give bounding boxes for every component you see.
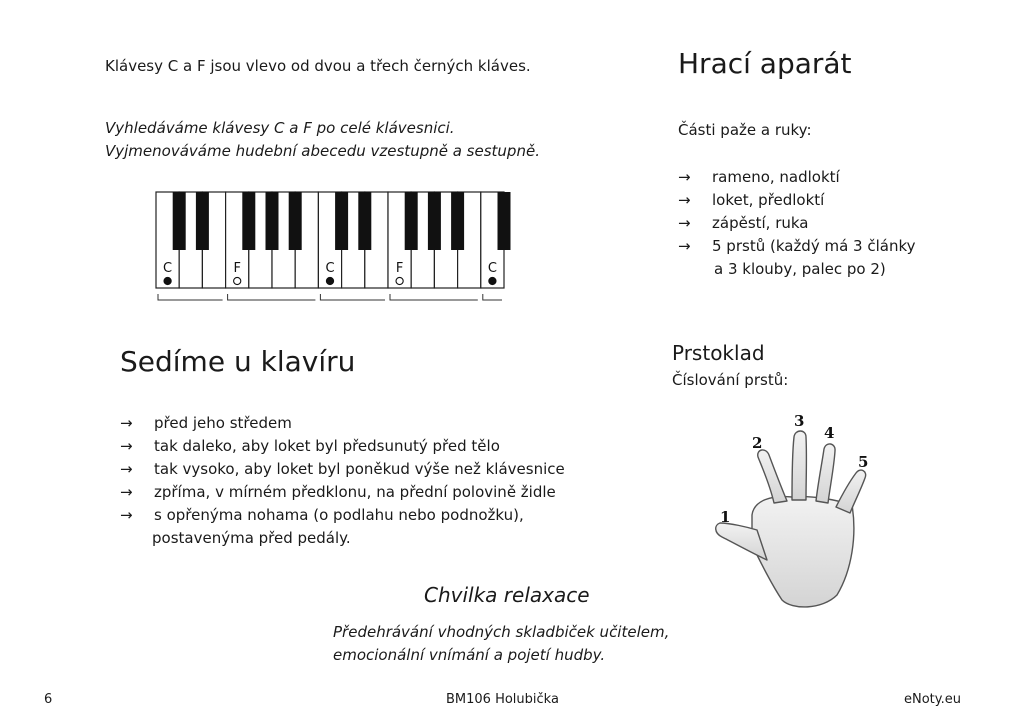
filled-dot-icon [326, 277, 333, 284]
list-item [120, 435, 565, 458]
arrow-icon: → [120, 506, 133, 524]
octave-bracket [320, 294, 385, 300]
right-title: Hrací aparát [678, 47, 852, 80]
piano-keyboard-diagram [150, 186, 515, 308]
key-label: C [487, 261, 497, 276]
instruction-text [105, 117, 540, 163]
relax-text [333, 621, 669, 667]
finger-number: 1 [720, 508, 731, 526]
arm-list-block [678, 166, 916, 281]
list-item [120, 504, 565, 527]
finger-number: 4 [824, 424, 835, 442]
intro-text: Klávesy C a F jsou vlevo od dvou a třech černých kláves. [105, 57, 531, 75]
footer-title: BM106 Holubička [446, 692, 559, 707]
list-continuation: postavenýma před pedály. [152, 529, 351, 547]
open-dot-icon [396, 277, 403, 284]
relax-line: Předehrávání vhodných skladbiček učitelem, [333, 623, 670, 641]
sitting-list-block [120, 412, 565, 550]
black-key [289, 192, 302, 250]
arrow-icon: → [120, 414, 133, 432]
list-item-text: loket, předloktí [712, 191, 825, 209]
octave-bracket [390, 294, 478, 300]
key-label: F [233, 261, 241, 276]
right-subtitle: Části paže a ruky: [678, 121, 812, 139]
black-key [173, 192, 186, 250]
list-item-text: 5 prstů (každý má 3 články [712, 237, 916, 255]
hand-outline-icon [716, 431, 869, 607]
list-item-text: tak daleko, aby loket byl předsunutý před tělo [154, 437, 500, 455]
finger-number: 2 [752, 434, 763, 452]
arrow-icon: → [678, 168, 691, 186]
list-item-text: s opřenýma nohama (o podlahu nebo podnožku), [154, 506, 524, 524]
relax-title: Chvilka relaxace [424, 583, 590, 607]
list-item-text: tak vysoko, aby loket byl poněkud výše než klávesnice [154, 460, 565, 478]
black-key [498, 192, 511, 250]
octave-bracket [158, 294, 223, 300]
list-item-text: rameno, nadloktí [712, 168, 840, 186]
arrow-icon: → [120, 460, 133, 478]
key-label: C [163, 261, 173, 276]
hand-illustration [712, 405, 882, 615]
list-item [678, 212, 916, 235]
key-label: F [395, 261, 404, 276]
black-key [335, 192, 348, 250]
list-item [120, 481, 565, 504]
list-item-text: před jeho středem [154, 414, 292, 432]
fingering-subtitle: Číslování prstů: [672, 371, 789, 389]
black-key [242, 192, 255, 250]
finger-number: 5 [858, 453, 869, 471]
footer-site: eNoty.eu [904, 692, 961, 707]
filled-dot-icon [164, 277, 171, 284]
instruction-line: Vyhledáváme klávesy C a F po celé klávesnici. [105, 119, 455, 137]
arrow-icon: → [120, 483, 133, 501]
key-label: C [325, 261, 335, 276]
arrow-icon: → [678, 191, 691, 209]
black-key [405, 192, 418, 250]
fingering-title: Prstoklad [672, 341, 765, 365]
list-item [678, 189, 916, 212]
page-number: 6 [44, 692, 53, 707]
list-item-text: zpříma, v mírném předklonu, na přední polovině židle [154, 483, 556, 501]
octave-bracket [483, 294, 502, 300]
black-key [428, 192, 441, 250]
list-item [678, 235, 916, 258]
filled-dot-icon [489, 277, 496, 284]
open-dot-icon [234, 277, 241, 284]
sitting-title: Sedíme u klavíru [120, 345, 356, 378]
list-item [120, 458, 565, 481]
list-item [120, 412, 565, 435]
arrow-icon: → [678, 237, 691, 255]
finger-number: 3 [794, 412, 805, 430]
octave-bracket [228, 294, 316, 300]
list-item [678, 166, 916, 189]
sitting-list [120, 412, 565, 527]
arrow-icon: → [120, 437, 133, 455]
black-key [266, 192, 279, 250]
list-item-text: zápěstí, ruka [712, 214, 809, 232]
black-key [196, 192, 209, 250]
black-key [358, 192, 371, 250]
arm-parts-list [678, 166, 916, 258]
arrow-icon: → [678, 214, 691, 232]
relax-line: emocionální vnímání a pojetí hudby. [333, 646, 606, 664]
black-key [451, 192, 464, 250]
list-continuation: a 3 klouby, palec po 2) [714, 260, 886, 278]
instruction-line: Vyjmenováváme hudební abecedu vzestupně a sestupně. [105, 142, 540, 160]
